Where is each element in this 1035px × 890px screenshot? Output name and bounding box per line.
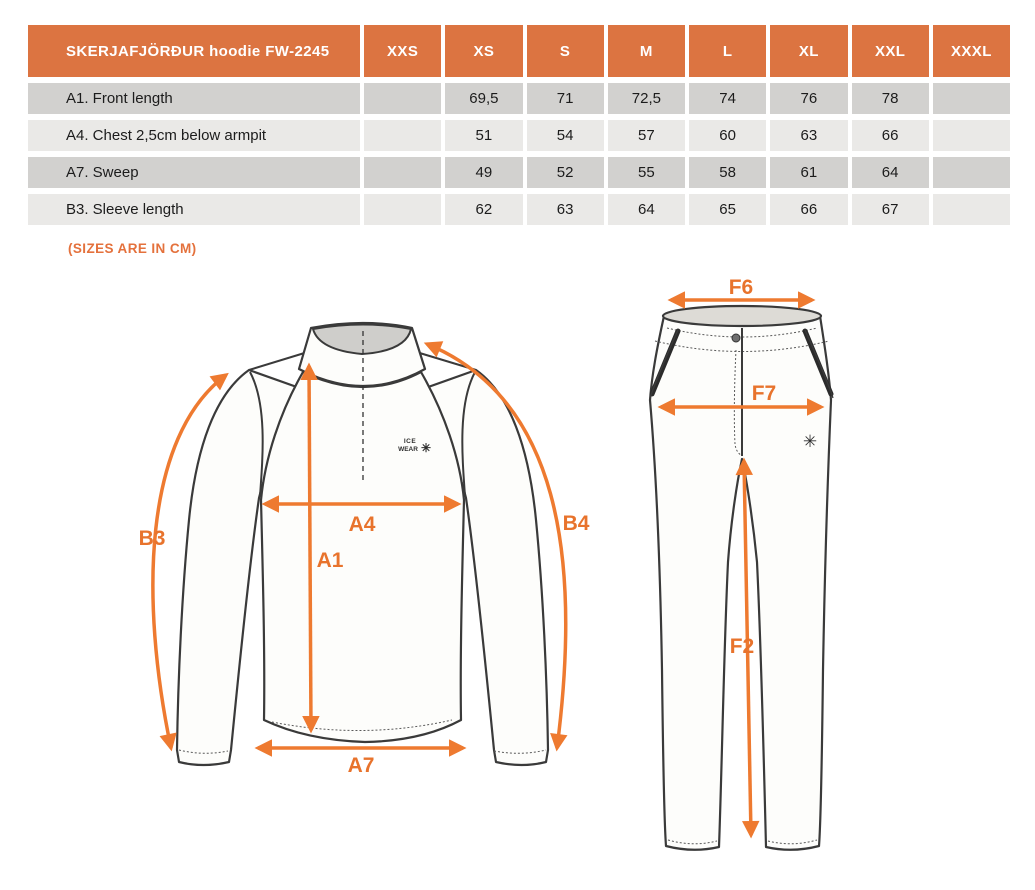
size-header-xl: XL [770, 25, 847, 77]
size-header-xs: XS [445, 25, 522, 77]
size-value-cell: 61 [770, 157, 847, 188]
size-value-cell: 66 [852, 120, 929, 151]
a1-arrow [309, 366, 311, 730]
size-value-cell: 52 [527, 157, 604, 188]
size-value-cell: 74 [689, 83, 766, 114]
size-value-cell [933, 120, 1010, 151]
size-value-cell: 65 [689, 194, 766, 225]
size-header-xxxl: XXXL [933, 25, 1010, 77]
size-value-cell: 58 [689, 157, 766, 188]
size-value-cell: 55 [608, 157, 685, 188]
a1-label: A1 [316, 549, 344, 572]
size-value-cell: 57 [608, 120, 685, 151]
icewear-logo [398, 438, 431, 455]
size-value-cell: 76 [770, 83, 847, 114]
size-value-cell: 67 [852, 194, 929, 225]
size-value-cell: 66 [770, 194, 847, 225]
svg-text:WEAR: WEAR [398, 446, 418, 453]
size-value-cell: 51 [445, 120, 522, 151]
size-value-cell [364, 83, 441, 114]
size-header-xxl: XXL [852, 25, 929, 77]
size-value-cell: 71 [527, 83, 604, 114]
sizes-unit-note: (SIZES ARE IN CM) [68, 241, 197, 256]
row-label-cell: A7. Sweep [28, 157, 360, 188]
size-value-cell: 72,5 [608, 83, 685, 114]
snowflake-icon: ✳ [420, 441, 432, 455]
size-table [28, 25, 1010, 225]
size-value-cell: 54 [527, 120, 604, 151]
f7-label: F7 [751, 382, 777, 405]
size-value-cell: 64 [608, 194, 685, 225]
size-value-cell: 62 [445, 194, 522, 225]
snowflake-icon: ✳ [802, 432, 818, 452]
size-value-cell [364, 120, 441, 151]
size-value-cell: 69,5 [445, 83, 522, 114]
f6-label: F6 [728, 276, 754, 299]
measurement-diagrams [0, 270, 1035, 890]
f2-label: F2 [729, 635, 755, 658]
size-value-cell: 49 [445, 157, 522, 188]
a4-label: A4 [348, 513, 376, 536]
waist-button [732, 334, 740, 342]
size-value-cell: 64 [852, 157, 929, 188]
size-value-cell [364, 194, 441, 225]
b4-label: B4 [562, 512, 590, 535]
a7-label: A7 [347, 754, 375, 777]
row-label-cell: A4. Chest 2,5cm below armpit [28, 120, 360, 151]
size-header-m: M [608, 25, 685, 77]
size-value-cell [933, 157, 1010, 188]
b3-label: B3 [138, 527, 166, 550]
size-header-s: S [527, 25, 604, 77]
size-value-cell [364, 157, 441, 188]
size-value-cell: 63 [770, 120, 847, 151]
size-value-cell [933, 83, 1010, 114]
size-value-cell [933, 194, 1010, 225]
row-label-cell: A1. Front length [28, 83, 360, 114]
pants-drawing [650, 306, 833, 850]
product-header-cell: SKERJAFJÖRÐUR hoodie FW-2245 [28, 25, 360, 77]
waist-opening [663, 306, 821, 326]
size-value-cell: 63 [527, 194, 604, 225]
size-value-cell: 60 [689, 120, 766, 151]
size-header-l: L [689, 25, 766, 77]
svg-text:ICE: ICE [403, 438, 417, 445]
size-header-xxs: XXS [364, 25, 441, 77]
row-label-cell: B3. Sleeve length [28, 194, 360, 225]
size-value-cell: 78 [852, 83, 929, 114]
